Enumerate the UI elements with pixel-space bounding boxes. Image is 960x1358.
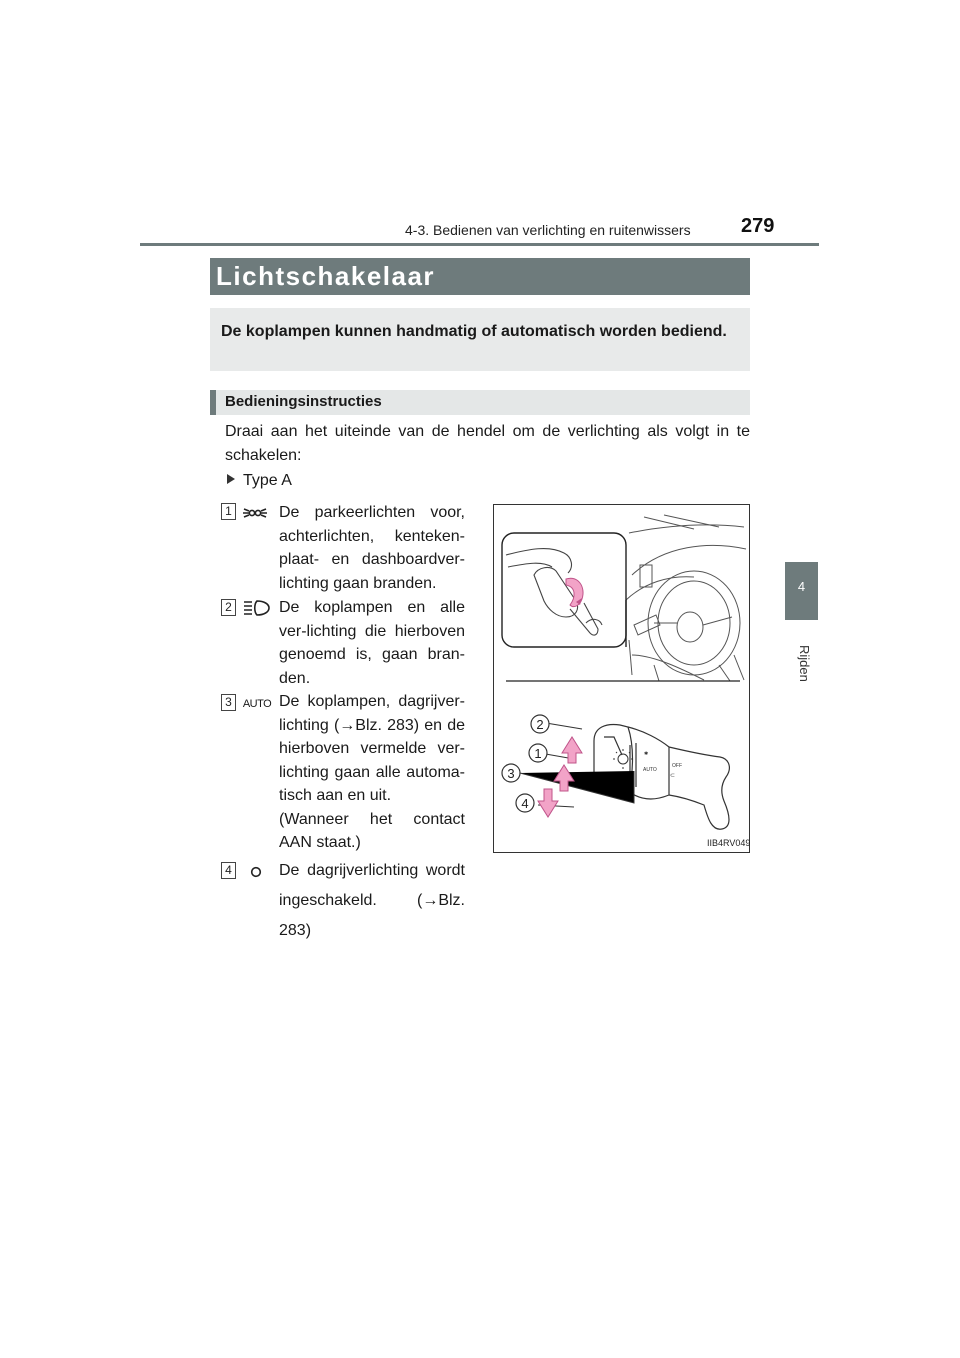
item-text-4: De dagrijverlichting wordt ingeschakeld. (→Blz. 283) [279, 862, 465, 939]
section-header: 4-3. Bedienen van verlichting en ruitenwissers [405, 222, 691, 238]
item-number-1: 1 [221, 503, 236, 520]
auto-icon: AUTO [242, 697, 272, 710]
item-text-3: De koplampen, dagrijver-lichting (→Blz. 283) en de hierboven vermelde ver-lichting gaan alle automa-tisch aan en uit. (Wanneer het contact AAN staat.) [279, 693, 465, 851]
stalk-off-marking: OFF [672, 763, 682, 769]
item-text-1: De parkeerlichten voor, achterlichten, kenteken-plaat- en dashboardver-lichting gaan branden. [279, 504, 465, 592]
headlights-icon [241, 598, 271, 618]
svg-text:⊂: ⊂ [670, 773, 676, 779]
svg-text:✱: ✱ [644, 751, 649, 757]
stalk-auto-marking: AUTO [643, 767, 657, 773]
item-number-2: 2 [221, 599, 236, 616]
callout-4: 4 [521, 796, 529, 811]
page-number: 279 [741, 215, 775, 237]
header-divider [140, 243, 819, 246]
callout-2: 2 [536, 717, 544, 732]
intro-box [210, 308, 750, 371]
chapter-tab[interactable]: 4 [785, 562, 818, 620]
light-switch-figure [493, 504, 750, 853]
daytime-light-icon [247, 864, 265, 880]
item-number-3: 3 [221, 694, 236, 711]
parking-lights-icon [241, 504, 269, 522]
chapter-label: Rijden [797, 645, 812, 682]
item-text-2: De koplampen en alle ver-lichting die hierboven genoemd is, gaan bran-den. [279, 599, 465, 687]
figure-code: IIB4RV049 [707, 838, 751, 848]
subheading: Bedieningsinstructies [210, 390, 750, 415]
type-label-text: Type A [243, 472, 292, 489]
item-number-4: 4 [221, 862, 236, 879]
page-title: Lichtschakelaar [210, 258, 750, 295]
light-switch-illustration [494, 505, 749, 852]
callout-1: 1 [534, 746, 542, 761]
intro-text: De koplampen kunnen handmatig of automatisch worden bediend. [221, 323, 727, 340]
callout-3: 3 [507, 766, 515, 781]
instruction-paragraph: Draai aan het uiteinde van de hendel om de verlichting als volgt in te schakelen: [225, 423, 750, 464]
type-label [227, 472, 292, 490]
triangle-bullet-icon [227, 474, 235, 484]
